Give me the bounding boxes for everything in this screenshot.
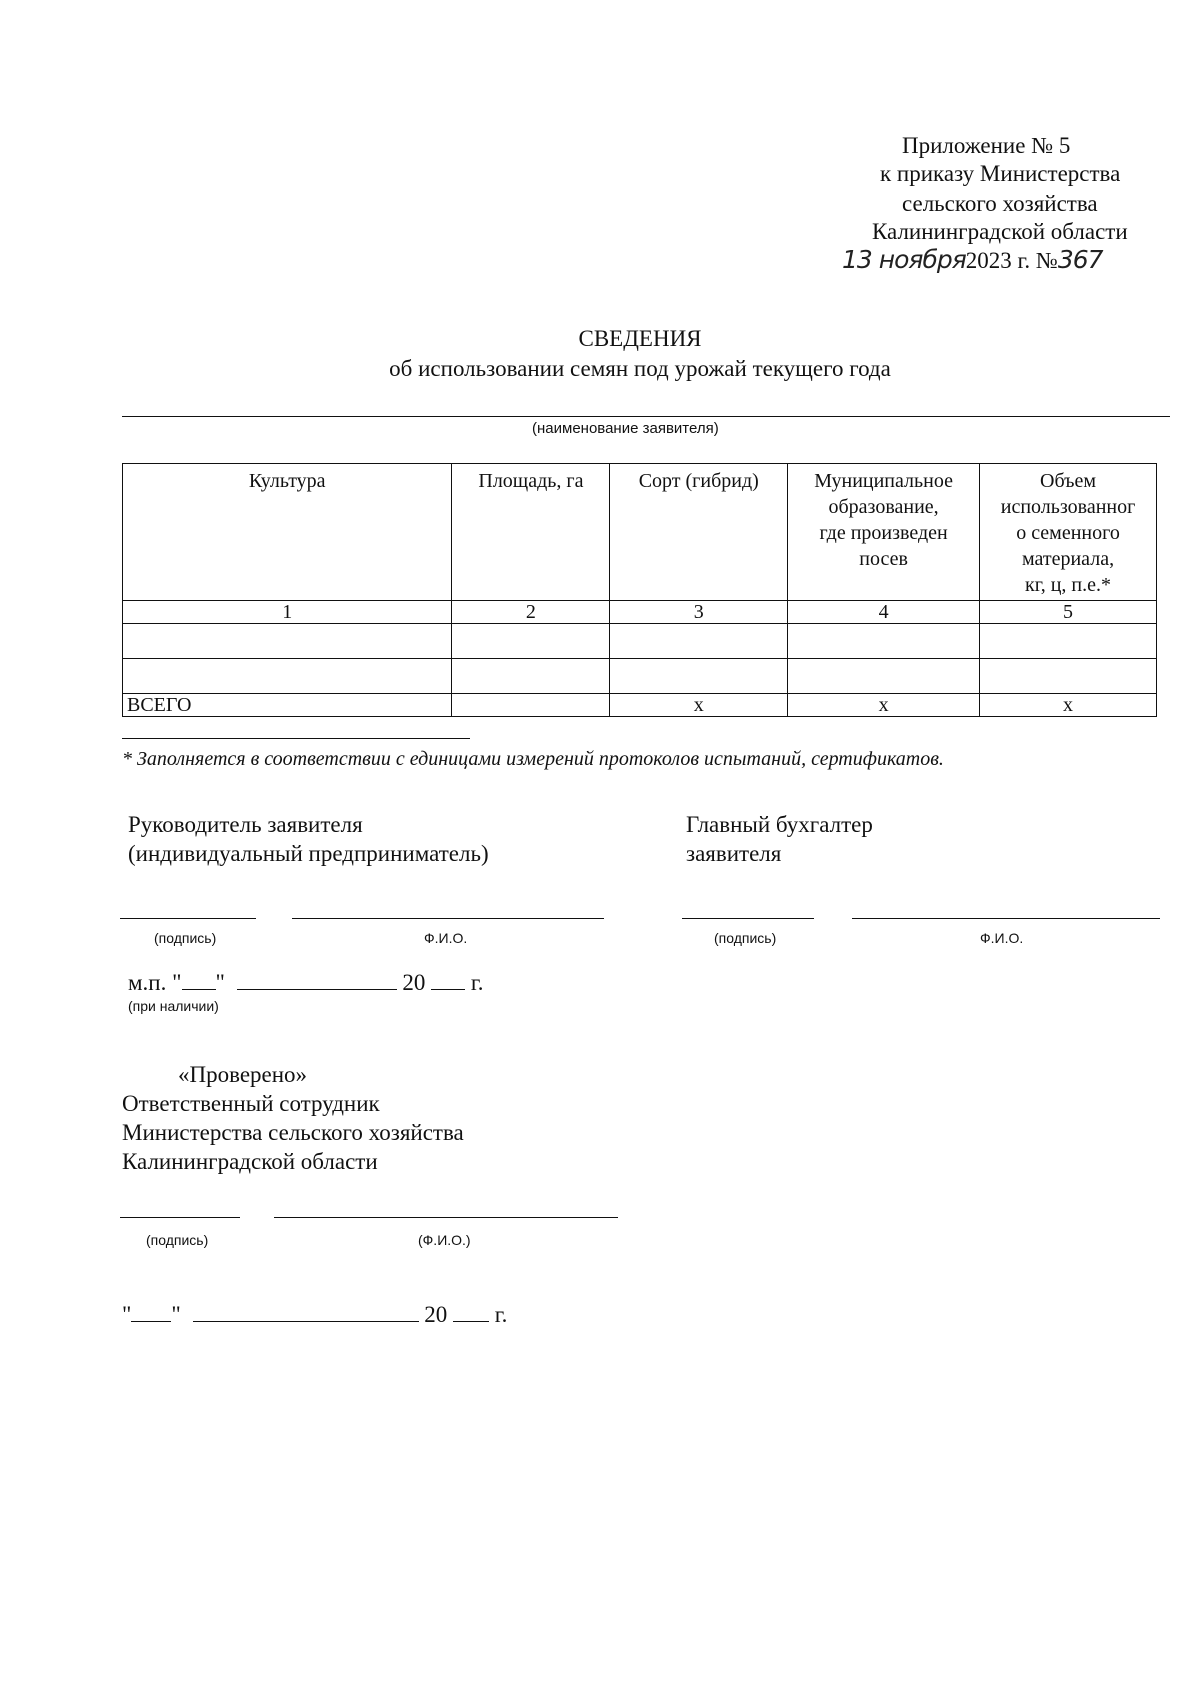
year-suffix: г.: [470, 970, 484, 995]
year-suffix: г.: [494, 1302, 508, 1327]
total-municipality: x: [788, 694, 980, 717]
checked-ministry: Министерства сельского хозяйства: [122, 1120, 464, 1145]
month-blank[interactable]: [237, 969, 397, 990]
head-title: Руководитель заявителя: [128, 812, 363, 837]
page-subtitle: об использовании семян под урожай текущего года: [389, 356, 891, 381]
checked-region: Калининградской области: [122, 1149, 378, 1174]
checker-signature-caption: (подпись): [146, 1232, 209, 1248]
column-number: 5: [980, 601, 1157, 624]
header-culture: Культура: [123, 464, 452, 601]
cell-seed-volume[interactable]: [980, 659, 1157, 694]
stamp-note: (при наличии): [128, 998, 219, 1014]
ministry-name: сельского хозяйства: [902, 191, 1098, 216]
applicant-name-line[interactable]: [122, 416, 1170, 417]
accountant-subtitle: заявителя: [686, 841, 782, 866]
accountant-signature-line[interactable]: [682, 918, 814, 919]
handwritten-order-number: 367: [1057, 245, 1103, 274]
checker-signature-line[interactable]: [120, 1217, 240, 1218]
table-header-row: [123, 464, 1157, 601]
head-subtitle: (индивидуальный предприниматель): [128, 841, 489, 866]
region-name: Калининградской области: [872, 219, 1128, 244]
column-number-row: [123, 601, 1157, 624]
appendix-number: Приложение № 5: [902, 133, 1071, 158]
head-signature-line[interactable]: [120, 918, 256, 919]
cell-area[interactable]: [452, 659, 610, 694]
head-fio-caption: Ф.И.О.: [424, 930, 468, 946]
header-municipality: Муниципальное образование, где произведен посев: [788, 464, 980, 601]
stamp-label: м.п. ": [128, 970, 182, 995]
table-row: [123, 659, 1157, 694]
total-variety: x: [610, 694, 788, 717]
quote-close: ": [171, 1302, 181, 1327]
total-area[interactable]: [452, 694, 610, 717]
total-seed-volume: x: [980, 694, 1157, 717]
year-prefix: 20: [424, 1302, 448, 1327]
page-title: СВЕДЕНИЯ: [578, 326, 702, 351]
order-reference: к приказу Министерства: [880, 161, 1121, 186]
checked-employee: Ответственный сотрудник: [122, 1091, 380, 1116]
year-blank[interactable]: [431, 969, 465, 990]
total-row: [123, 694, 1157, 717]
column-number: 3: [610, 601, 788, 624]
stamp-date-line: [128, 968, 484, 997]
quote-open: ": [122, 1302, 132, 1327]
checker-fio-caption: (Ф.И.О.): [418, 1232, 471, 1248]
year-blank[interactable]: [453, 1301, 489, 1322]
table-row: [123, 624, 1157, 659]
cell-municipality[interactable]: [788, 624, 980, 659]
handwritten-date: 13 ноября: [842, 245, 966, 274]
cell-municipality[interactable]: [788, 659, 980, 694]
order-date-line: [842, 246, 1103, 275]
column-number: 1: [123, 601, 452, 624]
header-seed-volume: Объем использованног о семенного материала, кг, ц, п.е.*: [980, 464, 1157, 601]
accountant-title: Главный бухгалтер: [686, 812, 873, 837]
footnote: * Заполняется в соответствии с единицами измерений протоколов испытаний, сертификатов.: [122, 748, 944, 770]
cell-seed-volume[interactable]: [980, 624, 1157, 659]
head-signature-caption: (подпись): [154, 930, 217, 946]
head-fio-line[interactable]: [292, 918, 604, 919]
cell-variety[interactable]: [610, 624, 788, 659]
total-label: ВСЕГО: [123, 694, 452, 717]
header-area: Площадь, га: [452, 464, 610, 601]
checked-date-line: [122, 1300, 507, 1329]
checked-label: «Проверено»: [178, 1062, 308, 1087]
footnote-divider: [122, 738, 470, 739]
quote-close: ": [215, 970, 225, 995]
seed-usage-table: [122, 463, 1157, 717]
accountant-fio-caption: Ф.И.О.: [980, 930, 1024, 946]
header-variety: Сорт (гибрид): [610, 464, 788, 601]
column-number: 2: [452, 601, 610, 624]
order-year: 2023 г. №: [965, 248, 1058, 273]
day-blank[interactable]: [182, 969, 216, 990]
column-number: 4: [788, 601, 980, 624]
cell-culture[interactable]: [123, 659, 452, 694]
checker-fio-line[interactable]: [274, 1217, 618, 1218]
accountant-signature-caption: (подпись): [714, 930, 777, 946]
cell-culture[interactable]: [123, 624, 452, 659]
cell-variety[interactable]: [610, 659, 788, 694]
cell-area[interactable]: [452, 624, 610, 659]
day-blank[interactable]: [131, 1301, 171, 1322]
year-prefix: 20: [402, 970, 426, 995]
applicant-caption: (наименование заявителя): [532, 420, 719, 437]
month-blank[interactable]: [193, 1301, 419, 1322]
accountant-fio-line[interactable]: [852, 918, 1160, 919]
